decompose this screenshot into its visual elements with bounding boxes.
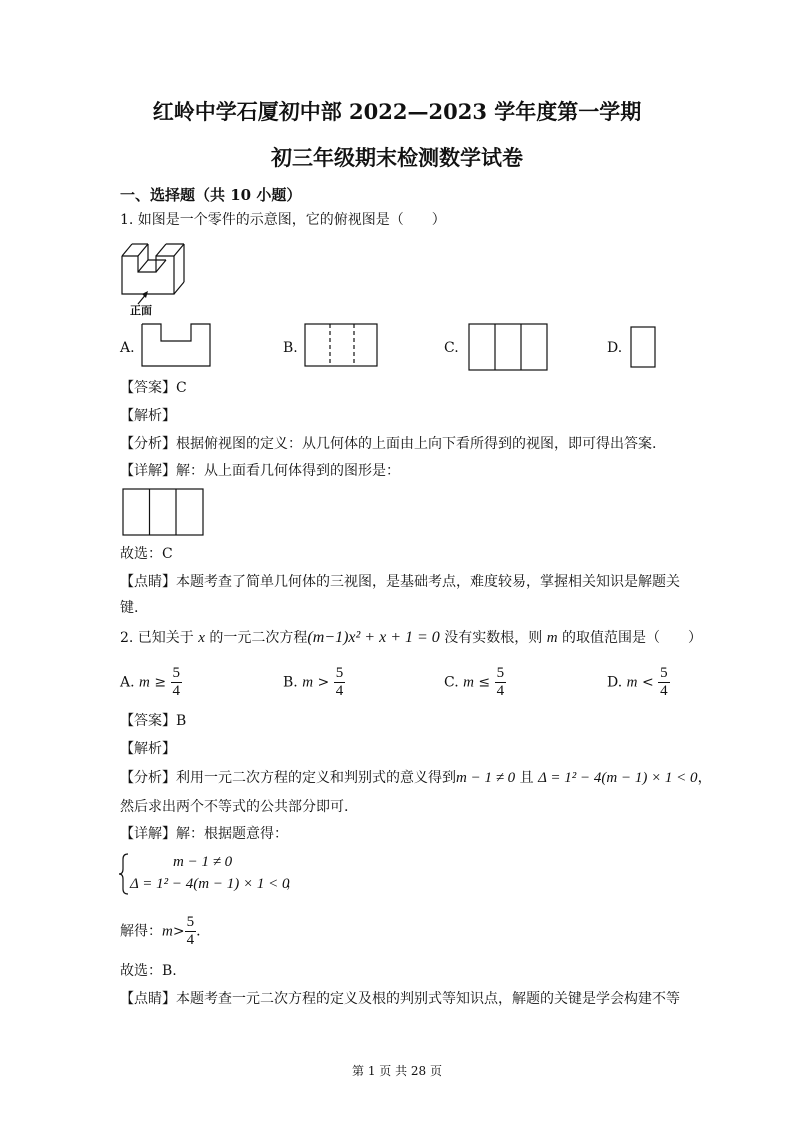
q2-stem-end: 的取值范围是（ ） [557, 630, 702, 646]
q2-option-a-label: A. [120, 674, 135, 691]
q2-option-c-label: C. [444, 674, 459, 691]
q2-solution [120, 914, 201, 949]
q2-fenxi-comma: ， [697, 770, 712, 786]
q2-option-b-op: > [317, 674, 330, 691]
q2-option-d [607, 665, 670, 700]
q2-stem-x: x [198, 630, 205, 646]
q1-analysis-heading: 【解析】 [120, 408, 176, 424]
q1-option-d-figure [630, 326, 656, 368]
exam-title-line2: 初三年级期末检测数学试卷 [271, 145, 523, 170]
exam-title-line1: 红岭中学石厦初中部 2022—2023 学年度第一学期 [152, 99, 642, 124]
q2-stem-post: 没有实数根，则 [439, 630, 547, 646]
q1-option-b-label: B. [283, 340, 298, 356]
q2-system-comma: ， [286, 875, 300, 891]
page-footer: 第 1 页 共 28 页 [352, 1064, 442, 1078]
q2-solution-pre: 解得： [120, 923, 162, 940]
q1-option-a-figure [141, 323, 211, 367]
q2-fenxi-pre: 【分析】利用一元二次方程的定义和判别式的意义得到 [120, 770, 456, 786]
q1-comment-line2: 键. [120, 600, 139, 616]
q2-fenxi-line2: 然后求出两个不等式的公共部分即可. [120, 799, 349, 815]
q2-analysis-heading: 【解析】 [120, 741, 176, 757]
q1-option-a-label: A. [120, 340, 135, 356]
q2-solution-end: . [196, 923, 201, 940]
q2-option-a-fraction: $\frac{5}{4}$ [172, 665, 180, 699]
q2-option-a-var: m [139, 674, 150, 691]
q1-option-c-label: C. [444, 340, 459, 356]
q2-solution-var: m [162, 923, 173, 940]
q2-option-c-op: ≤ [478, 674, 491, 691]
q1-comment-line1: 【点睛】本题考查了简单几何体的三视图，是基础考点，难度较易，掌握相关知识是解题关 [120, 574, 680, 590]
q2-solution-op: > [172, 923, 185, 940]
q2-system-line1: m − 1 ≠ 0 [173, 854, 233, 870]
q1-option-d-label: D. [607, 340, 623, 356]
q2-option-c-var: m [463, 674, 474, 691]
q2-option-d-op: < [641, 674, 654, 691]
q2-fenxi [120, 768, 712, 788]
q2-detail: 【详解】解：根据题意得： [120, 826, 288, 842]
q2-option-d-label: D. [607, 674, 623, 691]
q2-stem-m: m [546, 630, 558, 646]
q2-option-b-fraction: $\frac{5}{4}$ [335, 665, 344, 699]
q2-option-c-fraction: $\frac{5}{4}$ [496, 665, 505, 699]
front-label: 正面 [130, 304, 152, 317]
q1-solution-figure [122, 488, 204, 536]
q2-stem-pre: 2. 已知关于 [120, 630, 199, 646]
q1-answer: 【答案】C [120, 380, 187, 396]
q2-system-line2: Δ = 1² − 4(m − 1) × 1 < 0 [130, 876, 290, 892]
q1-fenxi: 【分析】根据俯视图的定义：从几何体的上面由上向下看所得到的视图，即可得出答案. [120, 436, 657, 452]
q2-choose: 故选：B. [120, 963, 177, 979]
q2-option-b-label: B. [283, 674, 298, 691]
q2-equation: (m−1)x² + x + 1 = 0 [307, 629, 440, 646]
q1-detail: 【详解】解：从上面看几何体得到的图形是： [120, 463, 400, 479]
q2-solution-fraction: $\frac{5}{4}$ [186, 914, 195, 948]
q2-option-a-op: ≥ [154, 674, 167, 691]
q2-option-d-var: m [626, 674, 638, 691]
q2-option-a [120, 665, 182, 700]
q1-option-b-figure [304, 323, 378, 367]
q2-stem [120, 628, 702, 648]
q2-system-brace [118, 853, 130, 895]
q2-answer: 【答案】B [120, 713, 187, 729]
q2-stem-mid: 的一元二次方程 [204, 630, 308, 646]
q2-option-b-var: m [302, 674, 314, 691]
q2-fenxi-math1: m − 1 ≠ 0 [456, 770, 516, 786]
q1-stem: 1. 如图是一个零件的示意图，它的俯视图是（ ） [120, 212, 446, 228]
q1-option-c-figure [468, 323, 548, 371]
q2-option-b [283, 665, 345, 700]
q2-comment: 【点睛】本题考查一元二次方程的定义及根的判别式等知识点，解题的关键是学会构建不等 [120, 991, 680, 1007]
q2-fenxi-math2: Δ = 1² − 4(m − 1) × 1 < 0 [538, 770, 698, 786]
q2-option-c [444, 665, 506, 700]
q2-option-d-fraction: $\frac{5}{4}$ [660, 665, 668, 699]
q1-choose: 故选：C [120, 546, 173, 562]
section-heading: 一、选择题（共 10 小题） [120, 186, 302, 204]
q2-fenxi-and: 且 [515, 770, 539, 786]
